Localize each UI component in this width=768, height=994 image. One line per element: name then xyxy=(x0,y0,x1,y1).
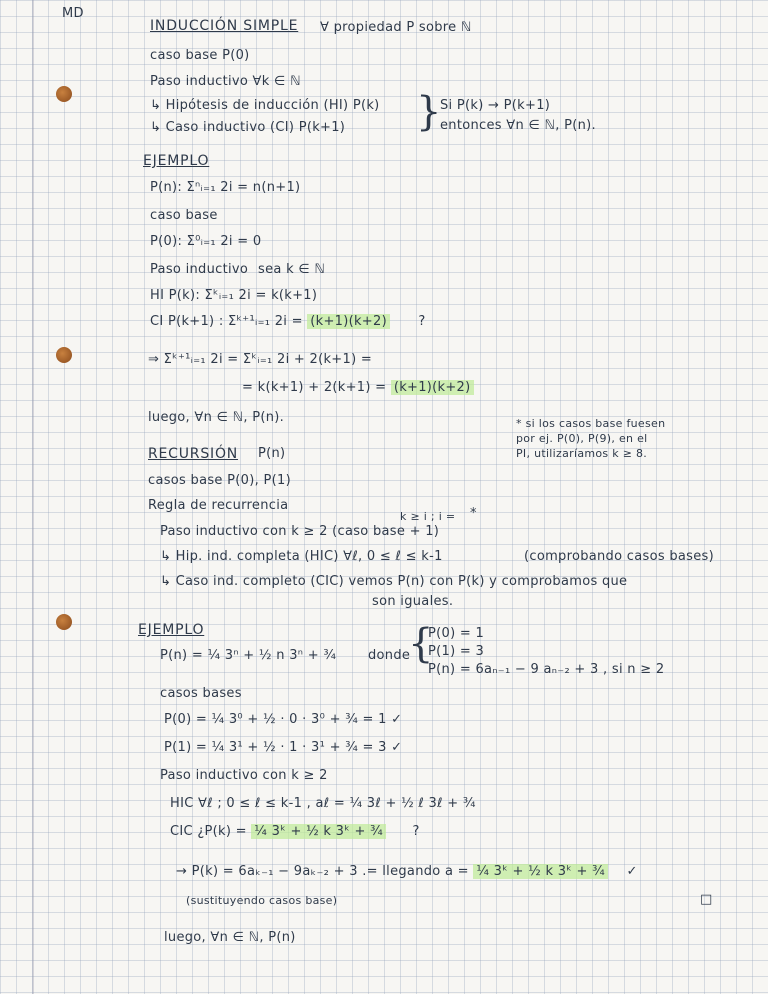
asterisk-mark: * xyxy=(470,506,477,521)
example2-proof xyxy=(176,864,638,879)
example2-statement: P(n) = ¼ 3ⁿ + ½ n 3ⁿ + ¾ xyxy=(160,648,337,663)
section2-hic: ↳ Hip. ind. completa (HIC) ∀ℓ, 0 ≤ ℓ ≤ k-1 xyxy=(160,549,443,564)
inductive-step-line: Paso inductivo ∀k ∈ ℕ xyxy=(150,74,301,89)
example2-cic-goal: ¼ 3ᵏ + ½ k 3ᵏ + ¾ xyxy=(251,824,386,839)
example1-ci-goal: (k+1)(k+2) xyxy=(307,314,390,329)
brace-icon-left: } xyxy=(408,621,434,667)
example2-conclusion: luego, ∀n ∈ ℕ, P(n) xyxy=(164,930,296,945)
section2-cic-cont: son iguales. xyxy=(372,594,454,609)
example2-step: Paso inductivo con k ≥ 2 xyxy=(160,768,328,783)
example1-step-label: Paso inductivo xyxy=(150,262,249,277)
example2-proof-note: (sustituyendo casos base) xyxy=(186,894,338,907)
example2-hic: HIC ∀ℓ ; 0 ≤ ℓ ≤ k-1 , aℓ = ¼ 3ℓ + ½ ℓ 3ℓ + ¾ xyxy=(170,796,476,811)
example2-cic-text: CIC ¿P(k) = xyxy=(170,824,247,839)
binder-hole-top xyxy=(56,86,72,102)
example2-proof-text: → P(k) = 6aₖ₋₁ − 9aₖ₋₂ + 3 .= llegando a = xyxy=(176,864,469,879)
section2-cic: ↳ Caso ind. completo (CIC) vemos P(n) con P(k) y comprobamos que xyxy=(160,574,628,589)
example1-proof-result: (k+1)(k+2) xyxy=(391,380,474,395)
section2-hic-note: (comprobando casos bases) xyxy=(524,549,714,564)
example1-title: EJEMPLO xyxy=(143,153,210,169)
section-subtitle: ∀ propiedad P sobre ℕ xyxy=(320,20,472,35)
question-mark-2: ? xyxy=(412,824,420,839)
example1-p0: P(0): Σ⁰ᵢ₌₁ 2i = 0 xyxy=(150,234,262,249)
example1-proof-line-2-text: = k(k+1) + 2(k+1) = xyxy=(242,380,387,395)
conclusion-line-1: Si P(k) → P(k+1) xyxy=(440,98,551,113)
example2-cic xyxy=(170,824,420,839)
example2-title: EJEMPLO xyxy=(138,622,205,638)
section-title-recursion: RECURSIÓN xyxy=(148,446,239,462)
recurrence-rule-label: Regla de recurrencia xyxy=(148,498,289,513)
conclusion-line-2: entonces ∀n ∈ ℕ, P(n). xyxy=(440,118,596,133)
example1-side-note: * si los casos base fuesen por ej. P(0), P(9), en el PI, utilizaríamos k ≥ 8. xyxy=(516,417,666,460)
qed-icon: □ xyxy=(700,892,713,907)
section2-subtitle: P(n) xyxy=(258,446,286,461)
example2-cases-label: casos bases xyxy=(160,686,242,701)
brace-icon: } xyxy=(416,89,442,135)
recurrence-def-3: P(n) = 6aₙ₋₁ − 9 aₙ₋₂ + 3 , si n ≥ 2 xyxy=(428,662,665,677)
example1-base-label: caso base xyxy=(150,208,218,223)
recurrence-def-1: P(0) = 1 xyxy=(428,626,485,641)
base-case-line: caso base P(0) xyxy=(150,48,250,63)
example2-proof-result: ¼ 3ᵏ + ½ k 3ᵏ + ¾ xyxy=(473,864,608,879)
recurrence-def-2: P(1) = 3 xyxy=(428,644,485,659)
example1-ci-text: CI P(k+1) : Σᵏ⁺¹ᵢ₌₁ 2i = xyxy=(150,314,303,329)
question-mark: ? xyxy=(418,314,426,329)
example1-proof-line-2 xyxy=(242,380,474,395)
inductive-case-line: ↳ Caso inductivo (CI) P(k+1) xyxy=(150,120,346,135)
example1-proof-line-1: ⇒ Σᵏ⁺¹ᵢ₌₁ 2i = Σᵏᵢ₌₁ 2i + 2(k+1) = xyxy=(148,352,373,367)
binder-hole-middle xyxy=(56,347,72,363)
margin-line xyxy=(32,0,34,994)
step-side-note: k ≥ i ; i = xyxy=(400,510,456,523)
example2-case-0: P(0) = ¼ 3⁰ + ½ · 0 · 3⁰ + ¾ = 1 ✓ xyxy=(164,712,403,727)
example1-step-let: sea k ∈ ℕ xyxy=(258,262,326,277)
binder-hole-bottom xyxy=(56,614,72,630)
example1-conclusion: luego, ∀n ∈ ℕ, P(n). xyxy=(148,410,285,425)
hypothesis-line: ↳ Hipótesis de inducción (HI) P(k) xyxy=(150,98,380,113)
check-icon: ✓ xyxy=(626,864,638,879)
section2-base-cases: casos base P(0), P(1) xyxy=(148,473,291,488)
example2-case-1: P(1) = ¼ 3¹ + ½ · 1 · 3¹ + ¾ = 3 ✓ xyxy=(164,740,403,755)
course-label: MD xyxy=(62,6,84,21)
example1-ci xyxy=(150,314,426,329)
example1-statement: P(n): Σⁿᵢ₌₁ 2i = n(n+1) xyxy=(150,180,301,195)
example1-hi: HI P(k): Σᵏᵢ₌₁ 2i = k(k+1) xyxy=(150,288,318,303)
example2-donde: donde xyxy=(368,648,411,663)
section2-step: Paso inductivo con k ≥ 2 (caso base + 1) xyxy=(160,524,440,539)
section-title-induccion-simple: INDUCCIÓN SIMPLE xyxy=(150,18,299,34)
